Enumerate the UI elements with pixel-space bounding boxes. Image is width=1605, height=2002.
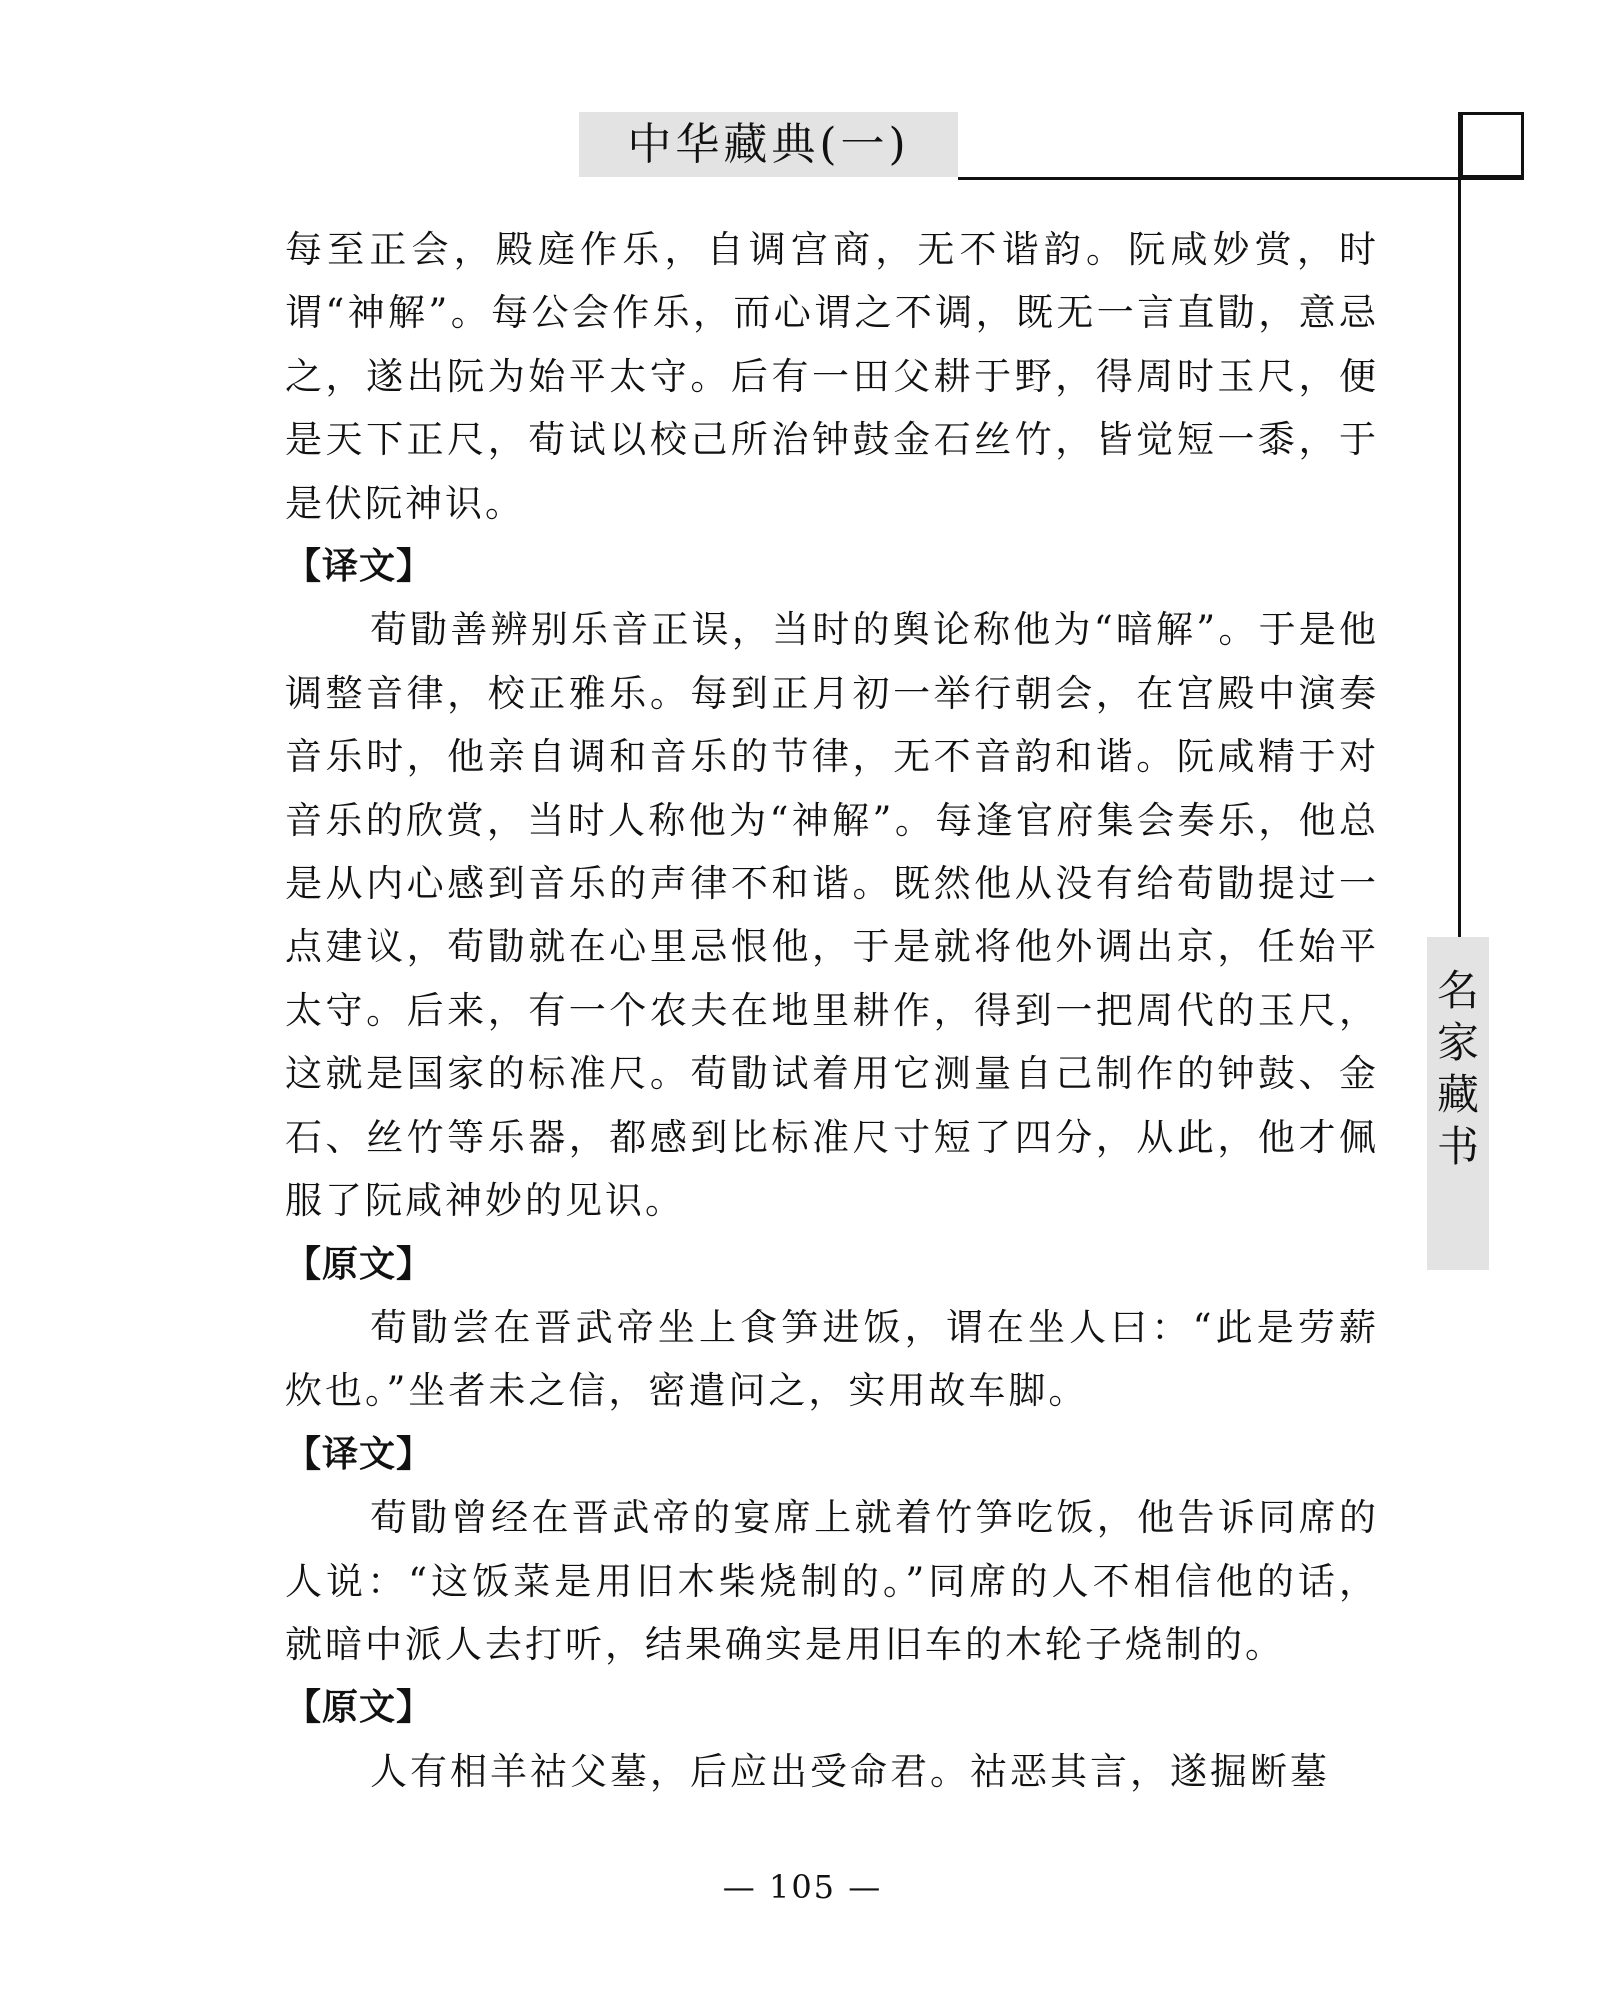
section-label-original: 【原文】 xyxy=(285,1687,434,1729)
header-rule xyxy=(958,177,1524,180)
original-text-paragraph: 每至正会，殿庭作乐，自调宫商，无不谐韵。阮咸妙赏，时谓“神解”。每公会作乐，而心谓之不调，既无一言直勖，意忌之，遂出阮为始平太守。后有一田父耕于野，得周时玉尺，便是天下正尺，荀试以校己所治钟鼓金石丝竹，皆觉短一黍，于是伏阮神识。 xyxy=(285,228,1379,525)
original-text-paragraph: 荀勖尝在晋武帝坐上食笋进饭，谓在坐人曰：“此是劳薪炊也。”坐者未之信，密遣问之，实用故车脚。 xyxy=(285,1305,1379,1413)
original-text-paragraph: 人有相羊祜父墓，后应出受命君。祜恶其言，遂掘断墓 xyxy=(370,1749,1330,1793)
side-tab-char: 名 xyxy=(1436,966,1479,1015)
main-text xyxy=(285,218,1379,1803)
page-number: — 105 — xyxy=(722,1868,883,1906)
book-title: 中华藏典(一) xyxy=(627,119,910,170)
side-tab-label xyxy=(1427,965,1489,1173)
side-tab-char: 家 xyxy=(1436,1018,1479,1067)
section-label-translation: 【译文】 xyxy=(285,1433,434,1475)
side-tab-char: 藏 xyxy=(1436,1070,1479,1119)
translation-paragraph: 荀勖善辨别乐音正误，当时的舆论称他为“暗解”。于是他调整音律，校正雅乐。每到正月初一举行朝会，在宫殿中演奏音乐时，他亲自调和音乐的节律，无不音韵和谐。阮咸精于对音乐的欣赏，当时人称他为“神解”。每逢官府集会奏乐，他总是从内心感到音乐的声律不和谐。既然他从没有给荀勖提过一点建议，荀勖就在心里忌恨他，于是就将他外调出京，任始平太守。后来，有一个农夫在地里耕作，得到一把周代的玉尺，这就是国家的标准尺。荀勖试着用它测量自己制作的钟鼓、金石、丝竹等乐器，都感到比标准尺寸短了四分，从此，他才佩服了阮咸神妙的见识。 xyxy=(285,608,1379,1223)
corner-frame xyxy=(1460,112,1524,178)
section-label-translation: 【译文】 xyxy=(285,546,434,588)
margin-rule xyxy=(1458,112,1461,939)
side-tab-char: 书 xyxy=(1436,1122,1479,1171)
translation-paragraph: 荀勖曾经在晋武帝的宴席上就着竹笋吃饭，他告诉同席的人说：“这饭菜是用旧木柴烧制的。”同席的人不相信他的话，就暗中派人去打听，结果确实是用旧车的木轮子烧制的。 xyxy=(285,1496,1379,1666)
section-label-original: 【原文】 xyxy=(285,1243,434,1285)
